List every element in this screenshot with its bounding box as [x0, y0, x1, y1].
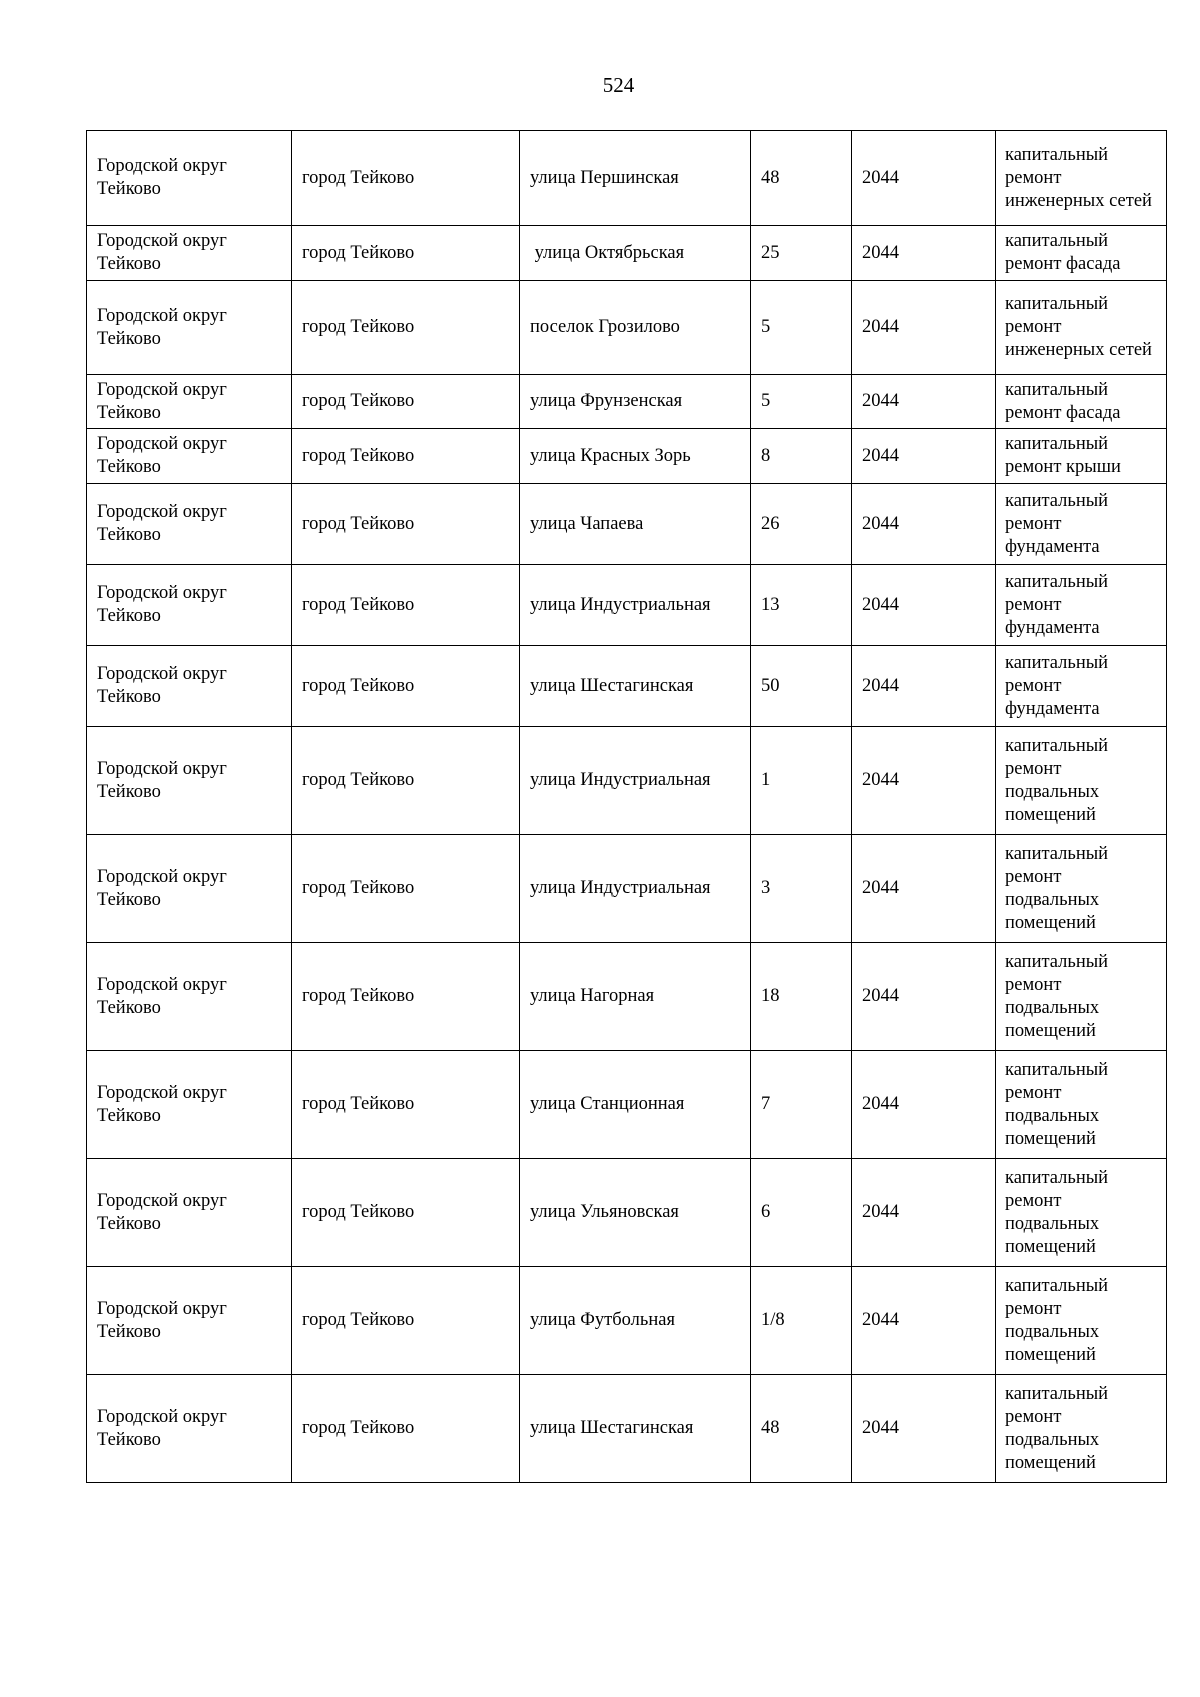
- district-cell: Городской округ Тейково: [87, 1267, 292, 1375]
- district-cell: Городской округ Тейково: [87, 565, 292, 646]
- house-number-cell: 5: [751, 375, 852, 429]
- year-cell: 2044: [852, 1051, 996, 1159]
- city-cell: город Тейково: [292, 131, 520, 226]
- house-number-cell: 7: [751, 1051, 852, 1159]
- district-cell: Городской округ Тейково: [87, 1375, 292, 1483]
- work-type-cell: капитальный ремонт фундамента: [996, 565, 1167, 646]
- year-cell: 2044: [852, 943, 996, 1051]
- district-cell: Городской округ Тейково: [87, 1051, 292, 1159]
- house-number-cell: 1: [751, 727, 852, 835]
- table-row: [87, 429, 1167, 484]
- house-number-cell: 8: [751, 429, 852, 484]
- street-cell: улица Фрунзенская: [520, 375, 751, 429]
- house-number-cell: 50: [751, 646, 852, 727]
- work-type-cell: капитальный ремонт крыши: [996, 429, 1167, 484]
- page-number: 524: [602, 73, 635, 97]
- street-cell: улица Красных Зорь: [520, 429, 751, 484]
- street-cell: улица Першинская: [520, 131, 751, 226]
- year-cell: 2044: [852, 727, 996, 835]
- work-type-cell: капитальный ремонт подвальных помещений: [996, 1375, 1167, 1483]
- year-cell: 2044: [852, 429, 996, 484]
- table-row: [87, 226, 1167, 281]
- table-row: [87, 131, 1167, 226]
- street-cell: улица Индустриальная: [520, 727, 751, 835]
- street-cell: улица Шестагинская: [520, 646, 751, 727]
- year-cell: 2044: [852, 1375, 996, 1483]
- year-cell: 2044: [852, 226, 996, 281]
- city-cell: город Тейково: [292, 226, 520, 281]
- house-number-cell: 48: [751, 1375, 852, 1483]
- table-row: [87, 281, 1167, 375]
- work-type-cell: капитальный ремонт фасада: [996, 375, 1167, 429]
- work-type-cell: капитальный ремонт фундамента: [996, 484, 1167, 565]
- city-cell: город Тейково: [292, 835, 520, 943]
- city-cell: город Тейково: [292, 1375, 520, 1483]
- work-type-cell: капитальный ремонт инженерных сетей: [996, 131, 1167, 226]
- district-cell: Городской округ Тейково: [87, 727, 292, 835]
- street-cell: поселок Грозилово: [520, 281, 751, 375]
- street-cell: улица Ульяновская: [520, 1159, 751, 1267]
- year-cell: 2044: [852, 1159, 996, 1267]
- street-cell: улица Шестагинская: [520, 1375, 751, 1483]
- table-row: [87, 565, 1167, 646]
- table-row: [87, 727, 1167, 835]
- district-cell: Городской округ Тейково: [87, 484, 292, 565]
- city-cell: город Тейково: [292, 1159, 520, 1267]
- year-cell: 2044: [852, 835, 996, 943]
- city-cell: город Тейково: [292, 429, 520, 484]
- house-number-cell: 5: [751, 281, 852, 375]
- street-cell: улица Индустриальная: [520, 565, 751, 646]
- table-row: [87, 646, 1167, 727]
- street-cell: улица Индустриальная: [520, 835, 751, 943]
- house-number-cell: 48: [751, 131, 852, 226]
- city-cell: город Тейково: [292, 943, 520, 1051]
- work-type-cell: капитальный ремонт фасада: [996, 226, 1167, 281]
- table-row: [87, 1051, 1167, 1159]
- district-cell: Городской округ Тейково: [87, 429, 292, 484]
- district-cell: Городской округ Тейково: [87, 646, 292, 727]
- city-cell: город Тейково: [292, 565, 520, 646]
- street-cell: улица Станционная: [520, 1051, 751, 1159]
- district-cell: Городской округ Тейково: [87, 943, 292, 1051]
- house-number-cell: 18: [751, 943, 852, 1051]
- street-cell: улица Футбольная: [520, 1267, 751, 1375]
- table-row: [87, 835, 1167, 943]
- street-cell: улица Октябрьская: [520, 226, 751, 281]
- work-type-cell: капитальный ремонт подвальных помещений: [996, 1159, 1167, 1267]
- year-cell: 2044: [852, 131, 996, 226]
- work-type-cell: капитальный ремонт фундамента: [996, 646, 1167, 727]
- city-cell: город Тейково: [292, 484, 520, 565]
- year-cell: 2044: [852, 1267, 996, 1375]
- district-cell: Городской округ Тейково: [87, 131, 292, 226]
- work-type-cell: капитальный ремонт подвальных помещений: [996, 835, 1167, 943]
- table-row: [87, 943, 1167, 1051]
- table-row: [87, 375, 1167, 429]
- table-body: [87, 131, 1167, 1483]
- street-cell: улица Нагорная: [520, 943, 751, 1051]
- work-type-cell: капитальный ремонт инженерных сетей: [996, 281, 1167, 375]
- repair-schedule-table: [86, 130, 1167, 1483]
- house-number-cell: 3: [751, 835, 852, 943]
- work-type-cell: капитальный ремонт подвальных помещений: [996, 943, 1167, 1051]
- house-number-cell: 1/8: [751, 1267, 852, 1375]
- table-row: [87, 1267, 1167, 1375]
- city-cell: город Тейково: [292, 646, 520, 727]
- table-row: [87, 1159, 1167, 1267]
- street-cell: улица Чапаева: [520, 484, 751, 565]
- district-cell: Городской округ Тейково: [87, 375, 292, 429]
- work-type-cell: капитальный ремонт подвальных помещений: [996, 727, 1167, 835]
- city-cell: город Тейково: [292, 281, 520, 375]
- city-cell: город Тейково: [292, 375, 520, 429]
- city-cell: город Тейково: [292, 727, 520, 835]
- district-cell: Городской округ Тейково: [87, 835, 292, 943]
- table-row: [87, 484, 1167, 565]
- district-cell: Городской округ Тейково: [87, 281, 292, 375]
- year-cell: 2044: [852, 281, 996, 375]
- work-type-cell: капитальный ремонт подвальных помещений: [996, 1051, 1167, 1159]
- city-cell: город Тейково: [292, 1051, 520, 1159]
- year-cell: 2044: [852, 646, 996, 727]
- table-row: [87, 1375, 1167, 1483]
- city-cell: город Тейково: [292, 1267, 520, 1375]
- year-cell: 2044: [852, 375, 996, 429]
- year-cell: 2044: [852, 484, 996, 565]
- house-number-cell: 6: [751, 1159, 852, 1267]
- house-number-cell: 25: [751, 226, 852, 281]
- work-type-cell: капитальный ремонт подвальных помещений: [996, 1267, 1167, 1375]
- district-cell: Городской округ Тейково: [87, 1159, 292, 1267]
- district-cell: Городской округ Тейково: [87, 226, 292, 281]
- house-number-cell: 26: [751, 484, 852, 565]
- house-number-cell: 13: [751, 565, 852, 646]
- year-cell: 2044: [852, 565, 996, 646]
